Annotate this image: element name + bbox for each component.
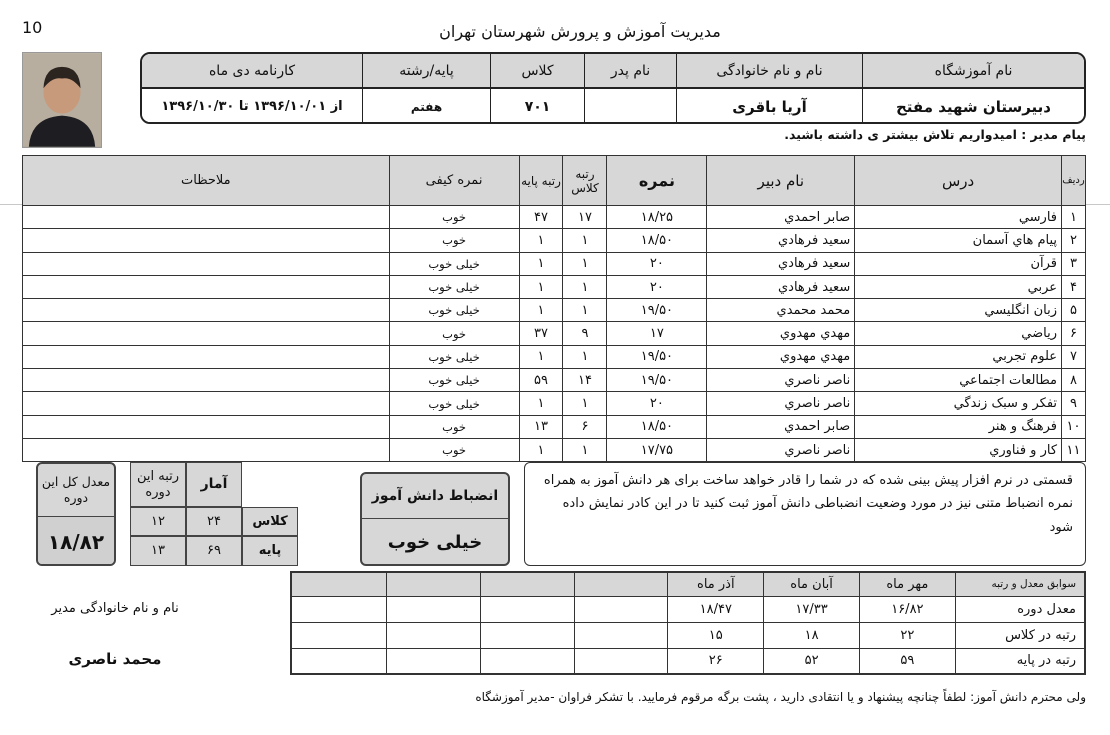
history-month: آبان ماه bbox=[764, 572, 860, 596]
history-row-grade-rank bbox=[291, 648, 1085, 674]
history-cell: ۱۷/۳۳ bbox=[764, 596, 860, 622]
report-label: کارنامه دی ماه bbox=[208, 62, 296, 79]
manager-message: پیام مدیر : امیدواریم تلاش بیشتر ی داشته باشید. bbox=[784, 127, 1086, 142]
notes bbox=[23, 206, 390, 229]
rank-stats-grid bbox=[130, 462, 298, 566]
overall-average-value: ۱۸/۸۲ bbox=[38, 516, 114, 566]
history-row-average bbox=[291, 596, 1085, 622]
table-row bbox=[23, 229, 1086, 252]
notes bbox=[23, 229, 390, 252]
teacher-name: صابر احمدي bbox=[707, 415, 855, 438]
course-name: مطالعات اجتماعي bbox=[855, 369, 1062, 392]
course-name: فارسي bbox=[855, 206, 1062, 229]
class-rank: ۱ bbox=[563, 299, 607, 322]
row-index: ۱ bbox=[1062, 206, 1086, 229]
history-month: مهر ماه bbox=[859, 572, 955, 596]
history-row-class-rank bbox=[291, 622, 1085, 648]
score: ۱۹/۵۰ bbox=[607, 345, 707, 368]
course-name: عربي bbox=[855, 275, 1062, 298]
grade-rank: ۱ bbox=[519, 299, 563, 322]
quality-grade: خوب bbox=[389, 438, 519, 461]
class-label: کلاس bbox=[490, 54, 584, 87]
class-value: ۷۰۱ bbox=[490, 89, 584, 124]
history-cell bbox=[574, 622, 668, 648]
info-values-row bbox=[142, 89, 1084, 124]
school-label: نام آموزشگاه bbox=[862, 54, 1084, 87]
row-index: ۱۱ bbox=[1062, 438, 1086, 461]
table-row bbox=[23, 275, 1086, 298]
grades-header-row bbox=[23, 156, 1086, 206]
course-name: زبان انگليسي bbox=[855, 299, 1062, 322]
quality-grade: خیلی خوب bbox=[389, 369, 519, 392]
score: ۲۰ bbox=[607, 392, 707, 415]
col-class-rank: رتبه کلاس bbox=[563, 156, 607, 206]
history-row-label: رتبه در کلاس bbox=[955, 622, 1085, 648]
quality-grade: خیلی خوب bbox=[389, 345, 519, 368]
row-index: ۷ bbox=[1062, 345, 1086, 368]
notes bbox=[23, 322, 390, 345]
student-photo bbox=[22, 52, 102, 148]
course-name: قرآن bbox=[855, 252, 1062, 275]
score: ۱۹/۵۰ bbox=[607, 369, 707, 392]
history-cell: ۲۲ bbox=[859, 622, 955, 648]
history-cell: ۵۹ bbox=[859, 648, 955, 674]
grade-value: هفتم bbox=[362, 89, 490, 124]
notes bbox=[23, 438, 390, 461]
class-rank: ۶ bbox=[563, 415, 607, 438]
quality-grade: خوب bbox=[389, 415, 519, 438]
teacher-name: سعيد فرهادي bbox=[707, 252, 855, 275]
history-row-label: رتبه در پایه bbox=[955, 648, 1085, 674]
class-rank-value: ۱۲ bbox=[130, 507, 186, 536]
history-cell bbox=[291, 596, 387, 622]
course-name: تفكر و سبک زندگي bbox=[855, 392, 1062, 415]
page-title: مدیریت آموزش و پرورش شهرستان تهران bbox=[439, 22, 721, 41]
row-index: ۳ bbox=[1062, 252, 1086, 275]
row-index: ۵ bbox=[1062, 299, 1086, 322]
row-index: ۲ bbox=[1062, 229, 1086, 252]
history-month: آذر ماه bbox=[668, 572, 764, 596]
history-row-label: معدل دوره bbox=[955, 596, 1085, 622]
class-rank: ۱۴ bbox=[563, 369, 607, 392]
history-month bbox=[480, 572, 574, 596]
score: ۱۷/۷۵ bbox=[607, 438, 707, 461]
grade-label: پایه/رشته bbox=[362, 54, 490, 87]
history-month bbox=[574, 572, 668, 596]
teacher-name: ناصر ناصري bbox=[707, 369, 855, 392]
row-index: ۴ bbox=[1062, 275, 1086, 298]
class-rank: ۱ bbox=[563, 345, 607, 368]
report-period-value: از ۱۳۹۶/۱۰/۰۱ تا ۱۳۹۶/۱۰/۳۰ bbox=[161, 99, 343, 114]
table-row bbox=[23, 415, 1086, 438]
table-row bbox=[23, 252, 1086, 275]
table-row bbox=[23, 369, 1086, 392]
grade-rank: ۳۷ bbox=[519, 322, 563, 345]
quality-grade: خیلی خوب bbox=[389, 392, 519, 415]
notes bbox=[23, 392, 390, 415]
grade-rank: ۱ bbox=[519, 438, 563, 461]
table-row bbox=[23, 438, 1086, 461]
course-name: پيام هاي آسمان bbox=[855, 229, 1062, 252]
score: ۱۸/۲۵ bbox=[607, 206, 707, 229]
history-month bbox=[291, 572, 387, 596]
class-rank: ۱ bbox=[563, 275, 607, 298]
manager-name-label: نام و نام خانوادگی مدیر bbox=[51, 601, 179, 616]
score: ۱۹/۵۰ bbox=[607, 299, 707, 322]
col-grade-rank: رتبه پایه bbox=[519, 156, 563, 206]
student-name-value: آریا باقری bbox=[676, 89, 862, 124]
history-cell: ۲۶ bbox=[668, 648, 764, 674]
class-row-label: کلاس bbox=[242, 507, 298, 536]
history-cell bbox=[480, 622, 574, 648]
table-row bbox=[23, 322, 1086, 345]
history-cell bbox=[387, 596, 481, 622]
student-photo-image bbox=[23, 53, 101, 147]
teacher-name: ناصر ناصري bbox=[707, 438, 855, 461]
history-table bbox=[290, 571, 1086, 675]
history-cell bbox=[387, 622, 481, 648]
score: ۱۷ bbox=[607, 322, 707, 345]
score: ۱۸/۵۰ bbox=[607, 229, 707, 252]
quality-grade: خوب bbox=[389, 206, 519, 229]
history-cell bbox=[291, 648, 387, 674]
father-name-label: نام پدر bbox=[584, 54, 676, 87]
row-index: ۹ bbox=[1062, 392, 1086, 415]
table-row bbox=[23, 299, 1086, 322]
col-index: ردیف bbox=[1062, 156, 1086, 206]
history-cell bbox=[574, 648, 668, 674]
history-cell bbox=[480, 596, 574, 622]
col-course: درس bbox=[855, 156, 1062, 206]
notes bbox=[23, 369, 390, 392]
class-rank: ۱ bbox=[563, 229, 607, 252]
info-labels-row bbox=[142, 54, 1084, 89]
teacher-name: محمد محمدي bbox=[707, 299, 855, 322]
row-index: ۱۰ bbox=[1062, 415, 1086, 438]
grade-rank: ۱۳ bbox=[519, 415, 563, 438]
grades-table bbox=[22, 155, 1086, 462]
blank-corner bbox=[242, 462, 298, 507]
discipline-note: قسمتی در نرم افزار پیش بینی شده که در شما را قادر خواهد ساخت برای هر دانش آموز به همراه نمره انضباط متنی نیز در مورد وضعیت انضباطی دانش آموز ثبت کنید تا در این کادر نمایش داده شود bbox=[524, 462, 1086, 566]
score: ۲۰ bbox=[607, 252, 707, 275]
grade-rank-value: ۱۳ bbox=[130, 536, 186, 566]
grade-rank: ۴۷ bbox=[519, 206, 563, 229]
manager-name: محمد ناصری bbox=[68, 650, 162, 668]
notes bbox=[23, 275, 390, 298]
history-cell bbox=[291, 622, 387, 648]
history-cell: ۱۸ bbox=[764, 622, 860, 648]
score: ۱۸/۵۰ bbox=[607, 415, 707, 438]
school-value: دبیرستان شهید مفتح bbox=[862, 89, 1084, 124]
notes bbox=[23, 252, 390, 275]
history-cell bbox=[574, 596, 668, 622]
table-row bbox=[23, 206, 1086, 229]
teacher-name: مهدي مهدوي bbox=[707, 345, 855, 368]
history-header-row bbox=[291, 572, 1085, 596]
table-row bbox=[23, 392, 1086, 415]
quality-grade: خیلی خوب bbox=[389, 275, 519, 298]
grades-body bbox=[23, 206, 1086, 462]
quality-grade: خوب bbox=[389, 229, 519, 252]
course-name: كار و فناوري bbox=[855, 438, 1062, 461]
history-header-label: سوابق معدل و رتبه bbox=[955, 572, 1085, 596]
col-teacher: نام دبیر bbox=[707, 156, 855, 206]
overall-average-label: معدل کل این دوره bbox=[41, 473, 111, 505]
grade-rank: ۱ bbox=[519, 392, 563, 415]
score: ۲۰ bbox=[607, 275, 707, 298]
quality-grade: خیلی خوب bbox=[389, 252, 519, 275]
discipline-label: انضباط دانش آموز bbox=[371, 488, 499, 504]
course-name: رياضي bbox=[855, 322, 1062, 345]
notes bbox=[23, 415, 390, 438]
history-cell: ۱۵ bbox=[668, 622, 764, 648]
footer-note: ولی محترم دانش آموز: لطفاً چنانچه پیشنهاد و یا انتقادی دارید ، پشت برگه مرقوم فرمایید. با تشکر فراوان -مدیر آموزشگاه bbox=[475, 690, 1086, 704]
discipline-value: خیلی خوب bbox=[362, 518, 508, 566]
quality-grade: خیلی خوب bbox=[389, 299, 519, 322]
history-cell: ۵۲ bbox=[764, 648, 860, 674]
grade-rank: ۱ bbox=[519, 275, 563, 298]
teacher-name: سعيد فرهادي bbox=[707, 275, 855, 298]
notes bbox=[23, 345, 390, 368]
course-name: علوم تجربي bbox=[855, 345, 1062, 368]
grade-rank: ۵۹ bbox=[519, 369, 563, 392]
class-stats-value: ۲۴ bbox=[186, 507, 242, 536]
history-cell bbox=[387, 648, 481, 674]
period-rank-label: رتبه این دوره bbox=[130, 462, 186, 507]
overall-average-box bbox=[36, 462, 116, 566]
stats-label: آمار bbox=[186, 462, 242, 507]
history-cell: ۱۶/۸۲ bbox=[859, 596, 955, 622]
class-rank: ۱ bbox=[563, 392, 607, 415]
class-rank: ۱ bbox=[563, 252, 607, 275]
discipline-box bbox=[360, 472, 510, 566]
table-row bbox=[23, 345, 1086, 368]
class-rank: ۱۷ bbox=[563, 206, 607, 229]
row-index: ۶ bbox=[1062, 322, 1086, 345]
teacher-name: سعيد فرهادي bbox=[707, 229, 855, 252]
teacher-name: مهدي مهدوي bbox=[707, 322, 855, 345]
history-cell bbox=[480, 648, 574, 674]
row-index: ۸ bbox=[1062, 369, 1086, 392]
col-quality: نمره کیفی bbox=[389, 156, 519, 206]
teacher-name: صابر احمدي bbox=[707, 206, 855, 229]
quality-grade: خوب bbox=[389, 322, 519, 345]
history-cell: ۱۸/۴۷ bbox=[668, 596, 764, 622]
father-name-value bbox=[584, 89, 676, 124]
page-number: 10 bbox=[22, 18, 43, 37]
grade-rank: ۱ bbox=[519, 252, 563, 275]
col-notes: ملاحظات bbox=[23, 156, 390, 206]
history-month bbox=[387, 572, 481, 596]
grade-rank: ۱ bbox=[519, 345, 563, 368]
teacher-name: ناصر ناصري bbox=[707, 392, 855, 415]
course-name: فرهنگ و هنر bbox=[855, 415, 1062, 438]
grade-stats-value: ۶۹ bbox=[186, 536, 242, 566]
notes bbox=[23, 299, 390, 322]
class-rank: ۹ bbox=[563, 322, 607, 345]
grade-rank: ۱ bbox=[519, 229, 563, 252]
grade-row-label: پایه bbox=[242, 536, 298, 566]
class-rank: ۱ bbox=[563, 438, 607, 461]
col-score: نمره bbox=[607, 156, 707, 206]
student-info-box bbox=[140, 52, 1086, 124]
student-name-label: نام و نام خانوادگی bbox=[676, 54, 862, 87]
